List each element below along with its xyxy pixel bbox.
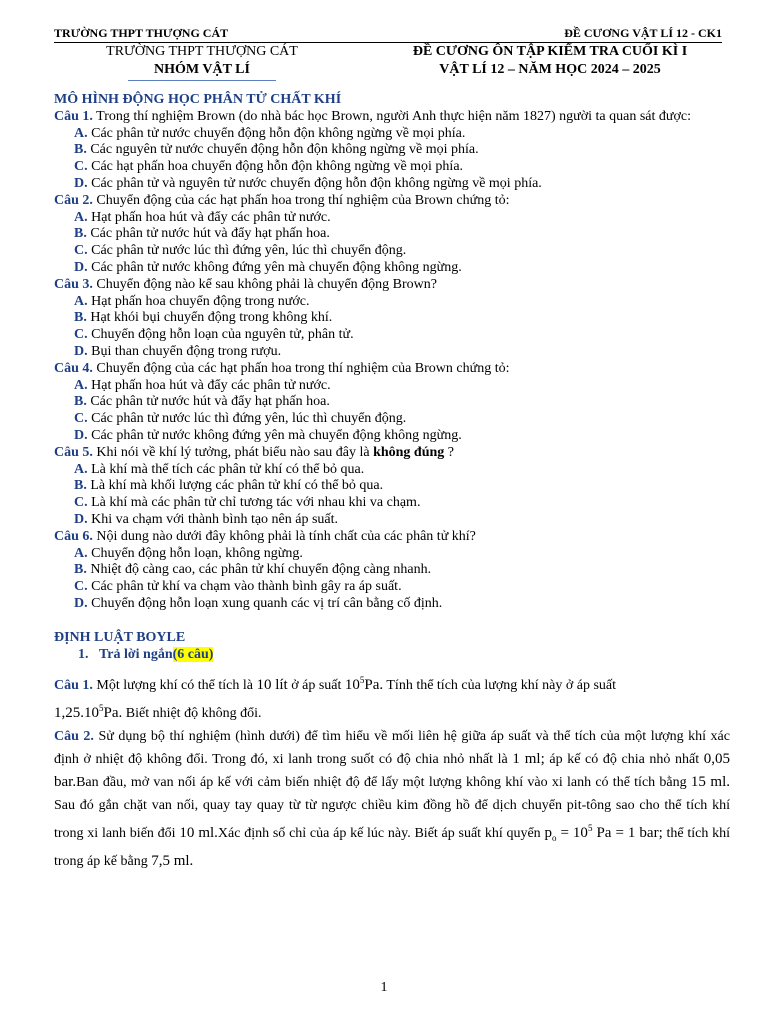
math-pressure-1: $10^5Pa$. <box>344 675 384 694</box>
question-text: Sử dụng bộ thí nghiệm (hình dưới) để tìm hiểu về mối liên hệ giữa áp suất và thể tích của một lượng khí xác định ở nhiệt độ không đổi. Trong đó, xi lanh trong suốt có độ chia nhỏ nhất là <box>54 729 730 768</box>
math-atm-pressure: $p_o = 10^5$ Pa = 1 bar; <box>544 823 663 844</box>
answer-option <box>54 411 730 428</box>
question <box>54 109 730 126</box>
answer-option <box>54 243 730 260</box>
option-letter: B. <box>74 142 87 158</box>
option-letter: A. <box>74 461 88 477</box>
question-number: Câu 2. <box>54 729 94 745</box>
page-number: 1 <box>380 980 388 995</box>
answer-option <box>54 478 730 495</box>
option-letter: C. <box>74 159 88 175</box>
answer-option <box>54 344 730 361</box>
school-name: TRƯỜNG THPT THƯỢNG CÁT <box>106 44 298 59</box>
section-heading: MÔ HÌNH ĐỘNG HỌC PHÂN TỬ CHẤT KHÍ <box>54 92 342 107</box>
question-text: Chuyển động của các hạt phấn hoa trong thí nghiệm của Brown chứng tỏ: <box>92 360 510 376</box>
option-text: Các phân tử khí va chạm vào thành bình gây ra áp suất. <box>87 579 402 595</box>
option-letter: A. <box>74 377 88 393</box>
answer-option <box>54 562 730 579</box>
content <box>54 92 730 873</box>
option-text: Là khí mà thể tích các phân tử khí có thể bỏ qua. <box>87 461 365 477</box>
option-letter: B. <box>74 562 87 578</box>
emphasis: không đúng <box>373 444 445 460</box>
option-letter: D. <box>74 595 88 611</box>
answer-option <box>54 546 730 563</box>
question-text: Tính thể tích của lượng khí này ở áp suất <box>383 678 616 694</box>
document-title <box>380 43 720 79</box>
option-text: Các phân tử nước không đứng yên mà chuyển động không ngừng. <box>87 427 462 443</box>
answer-option <box>54 462 730 479</box>
title-line-1: ĐỀ CƯƠNG ÔN TẬP KIỂM TRA CUỐI KÌ I <box>412 44 688 59</box>
question-text: Sau đó gắn chặt van nối, quay tay quay từ từ ngược chiều kim đồng hồ để dịch chuyển pit-tông sao cho thể tích khí trong xi lanh biến đổi <box>54 798 730 842</box>
question-text: ? <box>444 444 455 460</box>
option-text: Hạt phấn hoa hút và đẩy các phân tử nước. <box>87 377 331 393</box>
option-text: Các phân tử và nguyên tử nước chuyển động hỗn độn không ngừng về mọi phía. <box>87 175 542 191</box>
option-text: Các phân tử nước hút và đẩy hạt phấn hoa. <box>86 394 330 410</box>
divider <box>128 80 276 81</box>
option-text: Hạt phấn hoa hút và đẩy các phân tử nước. <box>87 209 331 225</box>
option-text: Các hạt phấn hoa chuyển động hỗn độn không ngừng về mọi phía. <box>87 159 464 175</box>
answer-option <box>54 327 730 344</box>
answer-option <box>54 159 730 176</box>
question <box>54 445 730 462</box>
question-number: Câu 1. <box>54 678 93 694</box>
answer-option <box>54 176 730 193</box>
question-text: Ban đầu, mở van nối áp kế với cảm biến nhiệt độ để lấy một lượng không khí vào xi lanh có thể tích bằng <box>76 775 691 791</box>
math-pressure-2: 1,25.10$^5$Pa. <box>54 703 123 722</box>
math-syringe-div: 1 ml; <box>512 751 545 768</box>
question-text: ở áp suất <box>287 678 345 694</box>
option-text: Các phân tử nước chuyển động hỗn độn không ngừng về mọi phía. <box>87 125 466 141</box>
header-school: TRƯỜNG THPT THƯỢNG CÁT <box>54 26 229 40</box>
answer-option <box>54 394 730 411</box>
question-text: Khi nói về khí lý tưởng, phát biểu nào sau đây là <box>92 444 374 460</box>
question-text: áp kế có độ chia nhỏ nhất <box>544 752 704 768</box>
option-letter: D. <box>74 427 88 443</box>
answer-option <box>54 495 730 512</box>
school-block <box>92 43 312 81</box>
running-header <box>54 26 722 43</box>
question-list <box>54 109 730 613</box>
answer-option <box>54 579 730 596</box>
question-number: Câu 1. <box>54 108 93 124</box>
question-number: Câu 3. <box>54 276 93 292</box>
option-text: Chuyển động hỗn loạn, không ngừng. <box>87 545 303 561</box>
math-gauge-volume: 7,5 ml. <box>151 853 194 870</box>
question-number: Câu 6. <box>54 528 93 544</box>
question-text: Chuyển động của các hạt phấn hoa trong thí nghiệm của Brown chứng tỏ: <box>92 192 510 208</box>
question-text: Một lượng khí có thể tích là <box>92 678 257 694</box>
question <box>54 529 730 546</box>
option-letter: C. <box>74 327 88 343</box>
header-doc-title: ĐỀ CƯƠNG VẬT LÍ 12 - CK1 <box>564 26 722 40</box>
question <box>54 277 730 294</box>
option-letter: C. <box>74 495 88 511</box>
subsection-heading <box>54 647 730 664</box>
option-letter: D. <box>74 343 88 359</box>
highlight-count: (6 câu) <box>172 646 214 662</box>
option-letter: C. <box>74 411 88 427</box>
option-text: Các phân tử nước không đứng yên mà chuyển động không ngừng. <box>87 259 462 275</box>
subsection-number: 1. <box>78 646 89 662</box>
math-initial-volume: 15 ml. <box>690 774 730 791</box>
option-text: Hạt phấn hoa chuyển động trong nước. <box>87 293 310 309</box>
question-number: Câu 2. <box>54 192 93 208</box>
option-letter: C. <box>74 579 88 595</box>
answer-option <box>54 428 730 445</box>
answer-option <box>54 512 730 529</box>
option-text: Là khí mà các phân tử chỉ tương tác với nhau khi va chạm. <box>87 495 421 511</box>
math-gauge-div: 0,05 bar. <box>54 751 730 791</box>
answer-option <box>54 596 730 613</box>
option-letter: D. <box>74 259 88 275</box>
question-text: Trong thí nghiệm Brown (do nhà bác học Brown, người Anh thực hiện năm 1827) người ta quan sát được: <box>92 108 692 124</box>
option-letter: B. <box>74 226 87 242</box>
option-text: Chuyển động hỗn loạn của nguyên tử, phân tử. <box>87 327 354 343</box>
answer-option <box>54 260 730 277</box>
question <box>54 361 730 378</box>
option-text: Các phân tử nước lúc thì đứng yên, lúc thì chuyển động. <box>87 243 407 259</box>
section-heading: ĐỊNH LUẬT BOYLE <box>54 629 186 645</box>
option-text: Nhiệt độ càng cao, các phân tử khí chuyển động càng nhanh. <box>86 562 432 578</box>
question-number: Câu 4. <box>54 360 93 376</box>
option-text: Các phân tử nước lúc thì đứng yên, lúc thì chuyển động. <box>87 411 407 427</box>
option-text: Là khí mà khối lượng các phân tử khí có thể bỏ qua. <box>86 478 384 494</box>
question-text: thể tích khí trong áp kế bằng <box>54 826 731 870</box>
title-line-2: VẬT LÍ 12 – NĂM HỌC 2024 – 2025 <box>439 62 661 77</box>
option-letter: A. <box>74 125 88 141</box>
math-volume: 10 lít <box>256 677 288 694</box>
option-text: Khi va chạm với thành bình tạo nên áp suất. <box>87 511 339 527</box>
question-number: Câu 5. <box>54 444 93 460</box>
math-final-volume: 10 ml. <box>179 825 218 842</box>
answer-option <box>54 310 730 327</box>
option-letter: B. <box>74 478 87 494</box>
question-text: Biết nhiệt độ không đổi. <box>122 706 262 722</box>
option-letter: A. <box>74 209 88 225</box>
answer-option <box>54 294 730 311</box>
question-text: Xác định số chỉ của áp kế lúc này. Biết áp suất khí quyển <box>217 826 545 842</box>
option-text: Bụi than chuyển động trong rượu. <box>87 343 282 359</box>
option-letter: D. <box>74 175 88 191</box>
question-text: Chuyển động nào kể sau không phải là chuyển động Brown? <box>92 276 438 292</box>
answer-option <box>54 142 730 159</box>
option-letter: B. <box>74 310 87 326</box>
answer-option <box>54 378 730 395</box>
answer-option <box>54 226 730 243</box>
question <box>54 193 730 210</box>
option-letter: C. <box>74 243 88 259</box>
option-text: Các nguyên tử nước chuyển động hỗn độn không ngừng về mọi phía. <box>86 142 479 158</box>
question-text: Nội dung nào dưới đây không phải là tính chất của các phân tử khí? <box>92 528 476 544</box>
option-text: Hạt khói bụi chuyển động trong không khí. <box>86 310 333 326</box>
option-text: Chuyển động hỗn loạn xung quanh các vị trí cân bằng cố định. <box>87 595 443 611</box>
option-letter: D. <box>74 511 88 527</box>
subsection-title: Trả lời ngắn <box>99 646 173 662</box>
option-letter: A. <box>74 293 88 309</box>
option-letter: A. <box>74 545 88 561</box>
question-boyle-2 <box>54 725 730 873</box>
option-letter: B. <box>74 394 87 410</box>
answer-option <box>54 210 730 227</box>
group-name: NHÓM VẬT LÍ <box>154 62 250 77</box>
option-text: Các phân tử nước hút và đẩy hạt phấn hoa. <box>86 226 330 242</box>
answer-option <box>54 126 730 143</box>
question-boyle-1 <box>54 669 730 725</box>
